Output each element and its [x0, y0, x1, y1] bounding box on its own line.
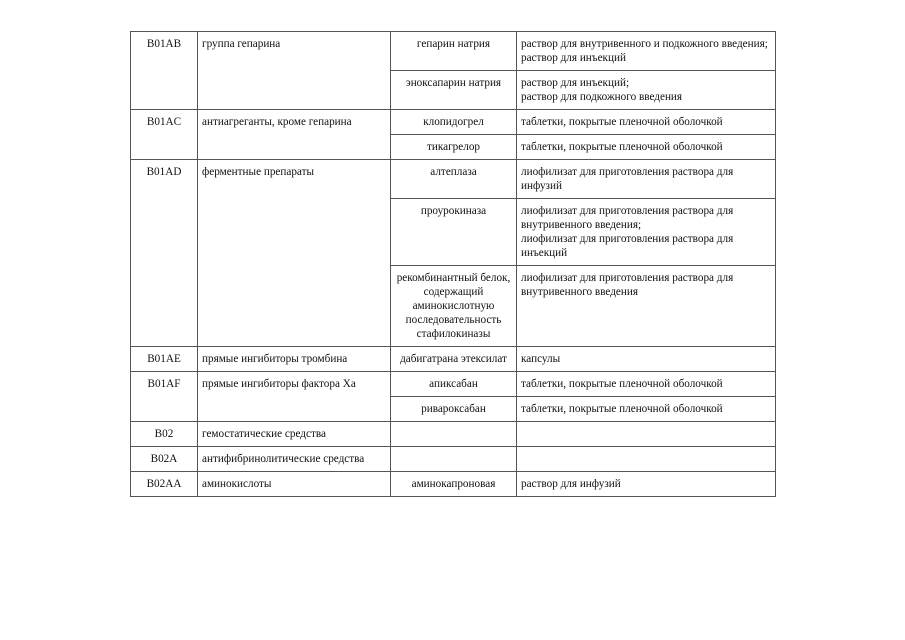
pharmacological-group-cell: антифибринолитические средства: [198, 447, 391, 472]
drug-name-cell: алтеплаза: [391, 160, 517, 199]
dosage-form-cell: [517, 160, 776, 199]
drug-name-cell: [391, 422, 517, 447]
table-row: [131, 32, 776, 71]
dosage-form-line: раствор для инфузий: [521, 478, 621, 490]
atc-code-cell: B01AF: [131, 372, 198, 422]
pharmacological-group-cell: прямые ингибиторы фактора Xa: [198, 372, 391, 422]
dosage-form-cell: [517, 32, 776, 71]
dosage-form-line: лиофилизат для приготовления раствора для внутривенного введения: [521, 272, 734, 298]
table-body: [131, 32, 776, 497]
table-row: [131, 447, 776, 472]
pharmacological-group-cell: ферментные препараты: [198, 160, 391, 347]
atc-code-cell: B01AE: [131, 347, 198, 372]
dosage-form-cell: [517, 347, 776, 372]
dosage-form-cell: [517, 422, 776, 447]
table-row: [131, 110, 776, 135]
dosage-form-line: капсулы: [521, 353, 561, 365]
pharmacological-group-cell: прямые ингибиторы тромбина: [198, 347, 391, 372]
dosage-form-line: таблетки, покрытые пленочной оболочкой: [521, 116, 723, 128]
pharmacological-group-cell: антиагреганты, кроме гепарина: [198, 110, 391, 160]
atc-code-cell: B01AB: [131, 32, 198, 110]
drug-name-cell: проурокиназа: [391, 199, 517, 266]
dosage-form-line: раствор для подкожного введения: [521, 91, 683, 103]
table-row: [131, 472, 776, 497]
drug-name-cell: рекомбинантный белок, содержащий аминокислотную последовательность стафилокиназы: [391, 266, 517, 347]
dosage-form-cell: [517, 135, 776, 160]
dosage-form-line: таблетки, покрытые пленочной оболочкой: [521, 378, 723, 390]
atc-code-cell: B01AD: [131, 160, 198, 347]
atc-code-cell: B01AC: [131, 110, 198, 160]
dosage-form-cell: [517, 372, 776, 397]
drug-name-cell: клопидогрел: [391, 110, 517, 135]
table-row: [131, 160, 776, 199]
drug-classification-table: [130, 31, 776, 497]
table-row: [131, 422, 776, 447]
dosage-form-cell: [517, 266, 776, 347]
dosage-form-line: лиофилизат для приготовления раствора для инъекций: [521, 233, 734, 259]
drug-name-cell: дабигатрана этексилат: [391, 347, 517, 372]
dosage-form-cell: [517, 447, 776, 472]
dosage-form-line: раствор для внутривенного и подкожного введения;: [521, 38, 768, 50]
atc-code-cell: B02: [131, 422, 198, 447]
drug-name-cell: гепарин натрия: [391, 32, 517, 71]
drug-name-cell: тикагрелор: [391, 135, 517, 160]
dosage-form-cell: [517, 71, 776, 110]
dosage-form-line: лиофилизат для приготовления раствора для инфузий: [521, 166, 734, 192]
pharmacological-group-cell: аминокислоты: [198, 472, 391, 497]
dosage-form-line: лиофилизат для приготовления раствора для внутривенного введения;: [521, 205, 734, 231]
dosage-form-line: таблетки, покрытые пленочной оболочкой: [521, 403, 723, 415]
table-row: [131, 372, 776, 397]
atc-code-cell: B02AA: [131, 472, 198, 497]
drug-name-cell: ривароксабан: [391, 397, 517, 422]
dosage-form-line: таблетки, покрытые пленочной оболочкой: [521, 141, 723, 153]
dosage-form-line: раствор для инъекций;: [521, 77, 630, 89]
table-row: [131, 347, 776, 372]
dosage-form-cell: [517, 472, 776, 497]
pharmacological-group-cell: группа гепарина: [198, 32, 391, 110]
drug-name-cell: апиксабан: [391, 372, 517, 397]
dosage-form-cell: [517, 397, 776, 422]
dosage-form-cell: [517, 110, 776, 135]
drug-name-cell: [391, 447, 517, 472]
drug-name-cell: аминокапроновая: [391, 472, 517, 497]
dosage-form-line: раствор для инъекций: [521, 52, 626, 64]
drug-name-cell: эноксапарин натрия: [391, 71, 517, 110]
pharmacological-group-cell: гемостатические средства: [198, 422, 391, 447]
dosage-form-cell: [517, 199, 776, 266]
atc-code-cell: B02A: [131, 447, 198, 472]
